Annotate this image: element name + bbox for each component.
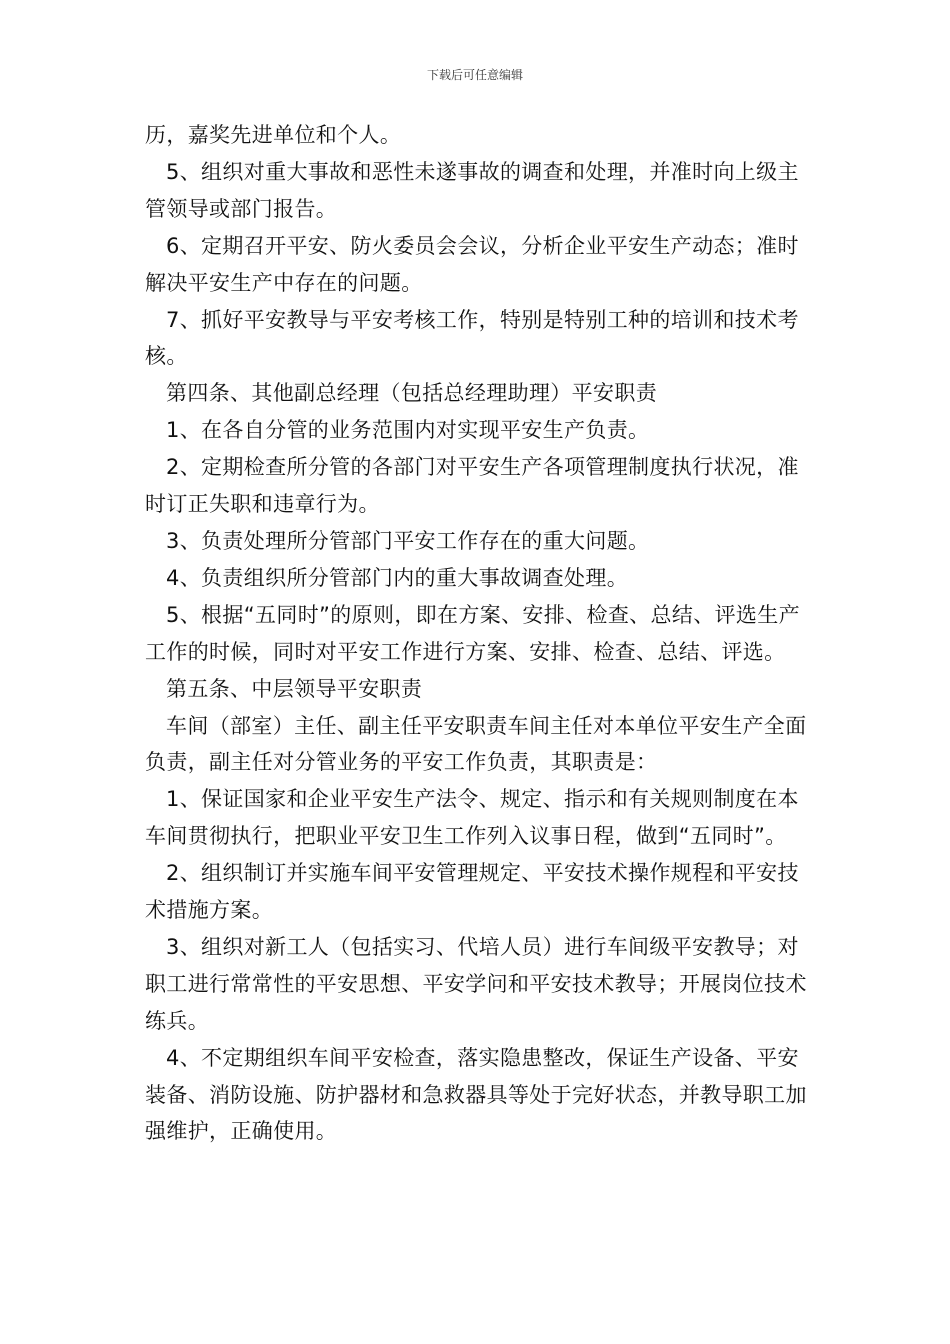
paragraph-14: 2、组织制订并实施车间平安管理规定、平安技术操作规程和平安技术措施方案。: [145, 861, 799, 923]
paragraph-15: 3、组织对新工人（包括实习、代培人员）进行车间级平安教导；对职工进行常常性的平安思想、平安学问和平安技术教导；开展岗位技术练兵。: [145, 934, 807, 1033]
paragraph-7: 2、定期检查所分管的各部门对平安生产各项管理制度执行状况，准时订正失职和违章行为。: [145, 455, 799, 517]
section-heading-article-5: 第五条、中层领导平安职责: [166, 676, 423, 701]
paragraph-3: 6、定期召开平安、防火委员会会议，分析企业平安生产动态；准时解决平安生产中存在的问题。: [145, 233, 799, 295]
paragraph-12: 车间（部室）主任、副主任平安职责车间主任对本单位平安生产全面负责，副主任对分管业务的平安工作负责，其职责是：: [145, 713, 807, 775]
paragraph-16: 4、不定期组织车间平安检查，落实隐患整改，保证生产设备、平安装备、消防设施、防护器材和急救器具等处于完好状态，并教导职工加强维护，正确使用。: [145, 1045, 807, 1144]
page-header: 下载后可任意编辑: [426, 68, 523, 82]
paragraph-9: 4、负责组织所分管部门内的重大事故调查处理。: [166, 565, 629, 590]
paragraph-6: 1、在各自分管的业务范围内对实现平安生产负责。: [166, 418, 650, 443]
paragraph-2: 5、组织对重大事故和恶性未遂事故的调查和处理，并准时向上级主管领导或部门报告。: [145, 159, 799, 221]
paragraph-1: 历，嘉奖先进单位和个人。: [145, 123, 402, 147]
paragraph-4: 7、抓好平安教导与平安考核工作，特别是特别工种的培训和技术考核。: [145, 307, 799, 369]
paragraph-8: 3、负责处理所分管部门平安工作存在的重大问题。: [166, 528, 650, 553]
paragraph-13: 1、保证国家和企业平安生产法令、规定、指示和有关规则制度在本车间贯彻执行，把职业平安卫生工作列入议事日程，做到“五同时”。: [145, 787, 799, 849]
section-heading-article-4: 第四条、其他副总经理（包括总经理助理）平安职责: [166, 381, 658, 406]
document-body: [145, 117, 810, 1150]
paragraph-10: 5、根据“五同时”的原则，即在方案、安排、检查、总结、评选生产工作的时候，同时对平安工作进行方案、安排、检查、总结、评选。: [145, 602, 800, 664]
